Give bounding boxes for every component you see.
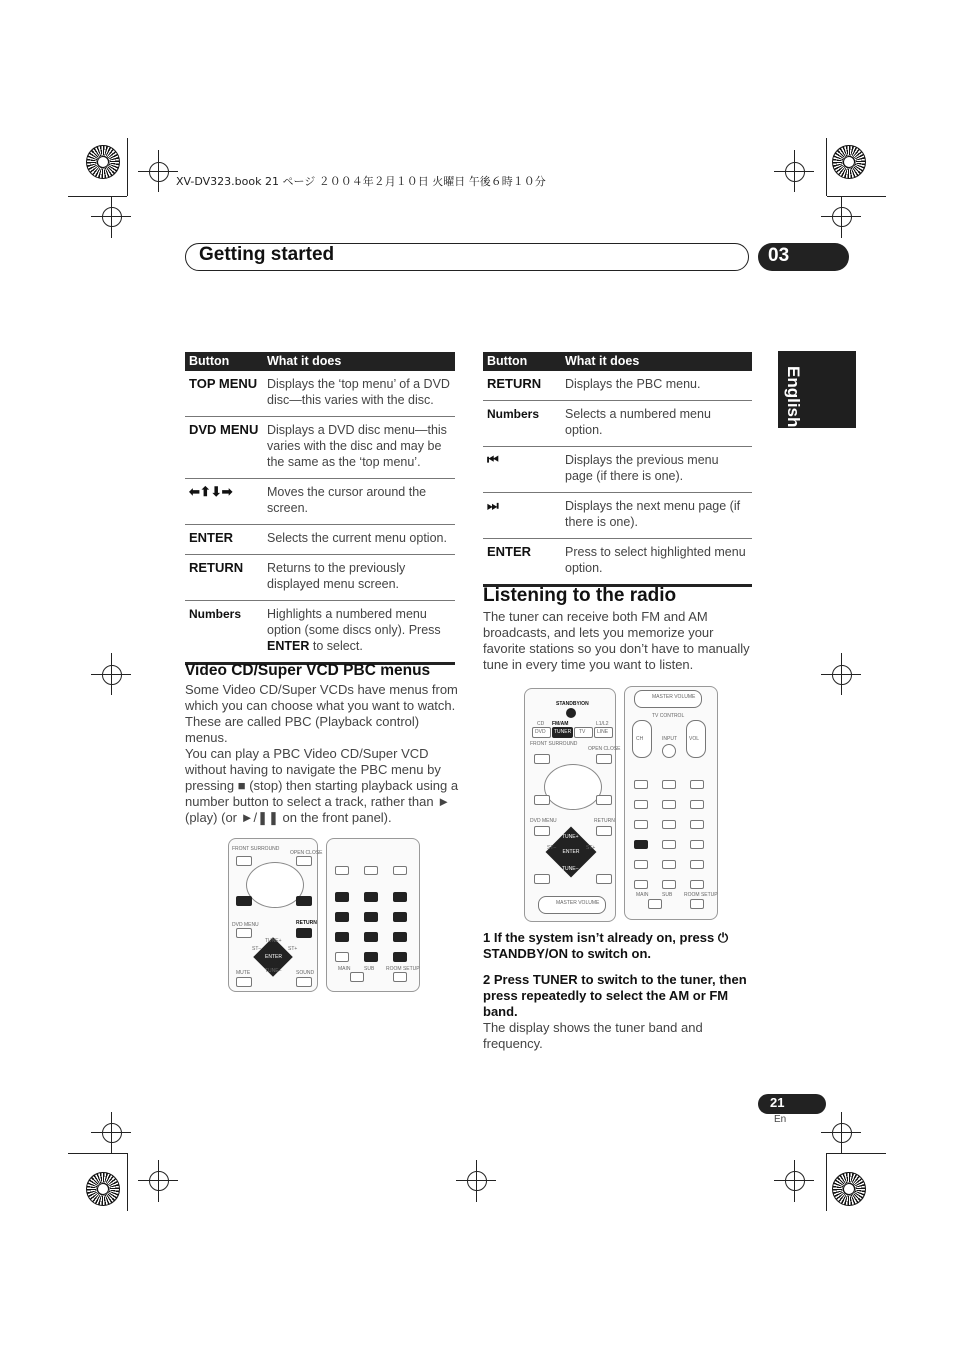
table-row (483, 401, 752, 447)
sub-label: SUB (662, 892, 673, 898)
arrow-buttons-cell: ⬅⬆⬇➡ (185, 479, 263, 525)
table-row (483, 493, 752, 539)
number-key-3 (393, 892, 407, 902)
button-cell: DVD MENU (185, 417, 263, 479)
st-minus-label: ST– (547, 845, 557, 851)
step-1: 1 If the system isn’t already on, press ⏻ STANDBY/ON to switch on. (483, 930, 729, 961)
description-cell: Displays the PBC menu. (561, 371, 752, 401)
tv-button: TV (574, 727, 593, 738)
column-header-what-it-does: What it does (561, 352, 752, 371)
number-key-1 (335, 892, 349, 902)
button-cell: ENTER (185, 525, 263, 555)
button-cell: TOP MENU (185, 371, 263, 417)
front-surround-button (236, 856, 252, 866)
dvd-menu-label: DVD MENU (530, 818, 557, 824)
keypad-key (335, 952, 349, 962)
vol-label: VOL (689, 736, 700, 742)
number-key-5 (364, 912, 378, 922)
menu-buttons-table (185, 352, 455, 665)
radio-intro: The tuner can receive both FM and AM broadcasts, and lets you memorize your favorite stations so you don’t have to manually tune in every time you want to listen. (483, 609, 750, 672)
sunburst-center (97, 1183, 109, 1195)
keypad-key (335, 866, 349, 875)
keypad-key (634, 860, 648, 869)
crosshair-target-icon (102, 665, 122, 685)
dvd-button: DVD (532, 727, 551, 738)
keypad-key (634, 880, 648, 889)
line-button: LINE (594, 727, 613, 738)
keypad-key (662, 820, 676, 829)
description-cell: Displays the next menu page (if there is one). (561, 493, 752, 539)
pbc-paragraph-2: You can play a PBC Video CD/Super VCD without having to navigate the PBC menu by pressing ■ (stop) then starting playback using a number button to select a track, rather than ► (play) (or ►/❚❚ on the front panel). (185, 746, 459, 825)
front-surround-label: FRONT SURROUND (530, 741, 578, 747)
previous-icon: ⏮ (483, 447, 561, 493)
sunburst-center (843, 1183, 855, 1195)
dvd-menu-button (236, 928, 252, 938)
keypad-key (634, 800, 648, 809)
playback-dial (544, 764, 602, 810)
table-row (185, 371, 455, 417)
table-row (185, 601, 455, 664)
return-button (596, 826, 612, 836)
front-surround-button (534, 754, 550, 764)
mute-button (534, 874, 550, 884)
return-button-highlighted (296, 928, 312, 938)
room-setup-button (393, 972, 407, 982)
page-title: Getting started (199, 244, 335, 265)
keypad-key (690, 780, 704, 789)
dvd-menu-button (534, 826, 550, 836)
keypad-key (662, 860, 676, 869)
crosshair-target-icon (785, 162, 805, 182)
open-close-button (596, 754, 612, 764)
description-cell: Highlights a numbered menu option (some discs only). Press ENTER to select. (263, 601, 455, 664)
room-setup-label: ROOM SETUP (684, 892, 718, 898)
tune-plus-label: TUNE+ (562, 834, 579, 840)
crosshair-target-icon (102, 1123, 122, 1143)
description-cell: Displays a DVD disc menu—this varies with the disc and may be the same as the ‘top menu’. (263, 417, 455, 479)
button-cell: ENTER (483, 539, 561, 586)
open-close-label: OPEN CLOSE (588, 746, 621, 752)
keypad-key (634, 820, 648, 829)
step-2-note: The display shows the tuner band and frequency. (483, 1020, 703, 1051)
tv-input-button (662, 744, 676, 758)
radio-heading: Listening to the radio (483, 585, 677, 606)
file-info-line: XV-DV323.book 21 ページ ２００４年２月１０日 火曜日 午後６時１０分 (176, 175, 546, 188)
table-row (483, 539, 752, 586)
table-header-row (483, 352, 752, 371)
number-key-8 (364, 932, 378, 942)
input-label: INPUT (662, 736, 677, 742)
crosshair-target-icon (832, 665, 852, 685)
mute-label: MUTE (236, 970, 251, 976)
table-row (483, 371, 752, 401)
crosshair-target-icon (149, 162, 169, 182)
tv-control-label: TV CONTROL (652, 713, 685, 719)
description-cell: Displays the previous menu page (if there is one). (561, 447, 752, 493)
number-key-2 (364, 892, 378, 902)
number-key-4 (335, 912, 349, 922)
chapter-number: 03 (768, 245, 790, 266)
master-volume-label: MASTER VOLUME (556, 900, 600, 906)
room-setup-button (690, 899, 704, 909)
crosshair-target-icon (832, 207, 852, 227)
pbc-heading: Video CD/Super VCD PBC menus (185, 662, 431, 679)
open-close-button (296, 856, 312, 866)
column-header-button: Button (185, 352, 263, 371)
main-label: MAIN (636, 892, 649, 898)
master-volume-label: MASTER VOLUME (652, 694, 696, 700)
table-row (483, 447, 752, 493)
sound-button (296, 977, 312, 987)
previous-button-highlighted (236, 896, 252, 906)
keypad-key (690, 840, 704, 849)
keypad-key (364, 866, 378, 875)
page-language: En (774, 1114, 787, 1125)
open-close-label: OPEN CLOSE (290, 850, 323, 856)
description-cell: Press to select highlighted menu option. (561, 539, 752, 586)
keypad-key (690, 800, 704, 809)
next-button-highlighted (296, 896, 312, 906)
keypad-key-highlighted (634, 840, 648, 849)
st-plus-label: ST+ (288, 946, 298, 952)
pbc-buttons-table (483, 352, 752, 587)
main-sub-switch (648, 899, 662, 909)
number-key-7 (335, 932, 349, 942)
button-cell: RETURN (483, 371, 561, 401)
keypad-key (662, 840, 676, 849)
number-key-6 (393, 912, 407, 922)
keypad-key (662, 880, 676, 889)
keypad-key (634, 780, 648, 789)
button-cell: Numbers (483, 401, 561, 447)
tuner-button-highlighted: TUNER (552, 727, 573, 738)
tune-plus-label: TUNE+ (265, 938, 282, 944)
keypad-key (662, 800, 676, 809)
return-label: RETURN (296, 920, 317, 926)
standby-on-label: STANDBY/ON (556, 701, 589, 707)
main-label: MAIN (338, 966, 351, 972)
enter-button: ENTER (265, 949, 281, 965)
next-icon: ⏭ (483, 493, 561, 539)
sound-button (596, 874, 612, 884)
main-sub-switch (350, 972, 364, 982)
table-header-row (185, 352, 455, 371)
next-button (596, 795, 612, 805)
l1-l2-label: L1/L2 (596, 721, 609, 727)
column-header-what-it-does: What it does (263, 352, 455, 371)
st-plus-label: ST+ (586, 845, 596, 851)
description-cell: Selects the current menu option. (263, 525, 455, 555)
pbc-paragraph-1: Some Video CD/Super VCDs have menus from which you can choose what you want to watch. These are called PBC (Playback control) menus. (185, 682, 458, 745)
sunburst-center (97, 156, 109, 168)
description-cell: Selects a numbered menu option. (561, 401, 752, 447)
sub-label: SUB (364, 966, 375, 972)
tune-minus-label: TUNE– (265, 968, 282, 974)
st-minus-label: ST– (252, 946, 262, 952)
button-cell: Numbers (185, 601, 263, 664)
language-tab-label: English (784, 366, 803, 428)
previous-button (534, 795, 550, 805)
table-row (185, 555, 455, 601)
fm-am-label: FM/AM (552, 721, 569, 727)
sound-label: SOUND (296, 970, 315, 976)
enter-keyword: ENTER (267, 639, 310, 653)
description-cell: Returns to the previously displayed menu screen. (263, 555, 455, 601)
ch-label: CH (636, 736, 644, 742)
page-number-badge (758, 1094, 826, 1114)
number-key-0 (364, 952, 378, 962)
description-cell: Displays the ‘top menu’ of a DVD disc—this varies with the disc. (263, 371, 455, 417)
button-cell: RETURN (185, 555, 263, 601)
sunburst-center (843, 156, 855, 168)
tune-minus-label: TUNE– (562, 866, 579, 872)
dvd-menu-label: DVD MENU (232, 922, 259, 928)
cd-label: CD (537, 721, 545, 727)
page-number: 21 (770, 1095, 785, 1110)
crosshair-target-icon (832, 1123, 852, 1143)
number-key-9 (393, 932, 407, 942)
standby-power-icon (566, 708, 576, 718)
description-cell: Moves the cursor around the screen. (263, 479, 455, 525)
crosshair-target-icon (785, 1171, 805, 1191)
keypad-key (690, 880, 704, 889)
step-2: 2 Press TUNER to switch to the tuner, then press repeatedly to select the AM or FM band. (483, 972, 747, 1019)
table-row (185, 417, 455, 479)
room-setup-label: ROOM SETUP (386, 966, 420, 972)
column-header-button: Button (483, 352, 561, 371)
table-row (185, 525, 455, 555)
crosshair-target-icon (149, 1171, 169, 1191)
crosshair-target-icon (102, 207, 122, 227)
crosshair-target-icon (467, 1171, 487, 1191)
return-label: RETURN (594, 818, 615, 824)
keypad-key (690, 860, 704, 869)
keypad-enter-key (393, 952, 407, 962)
keypad-key (393, 866, 407, 875)
front-surround-label: FRONT SURROUND (232, 846, 280, 852)
enter-button: ENTER (562, 843, 580, 861)
mute-button (236, 977, 252, 987)
table-row (185, 479, 455, 525)
keypad-key (690, 820, 704, 829)
keypad-key (662, 780, 676, 789)
